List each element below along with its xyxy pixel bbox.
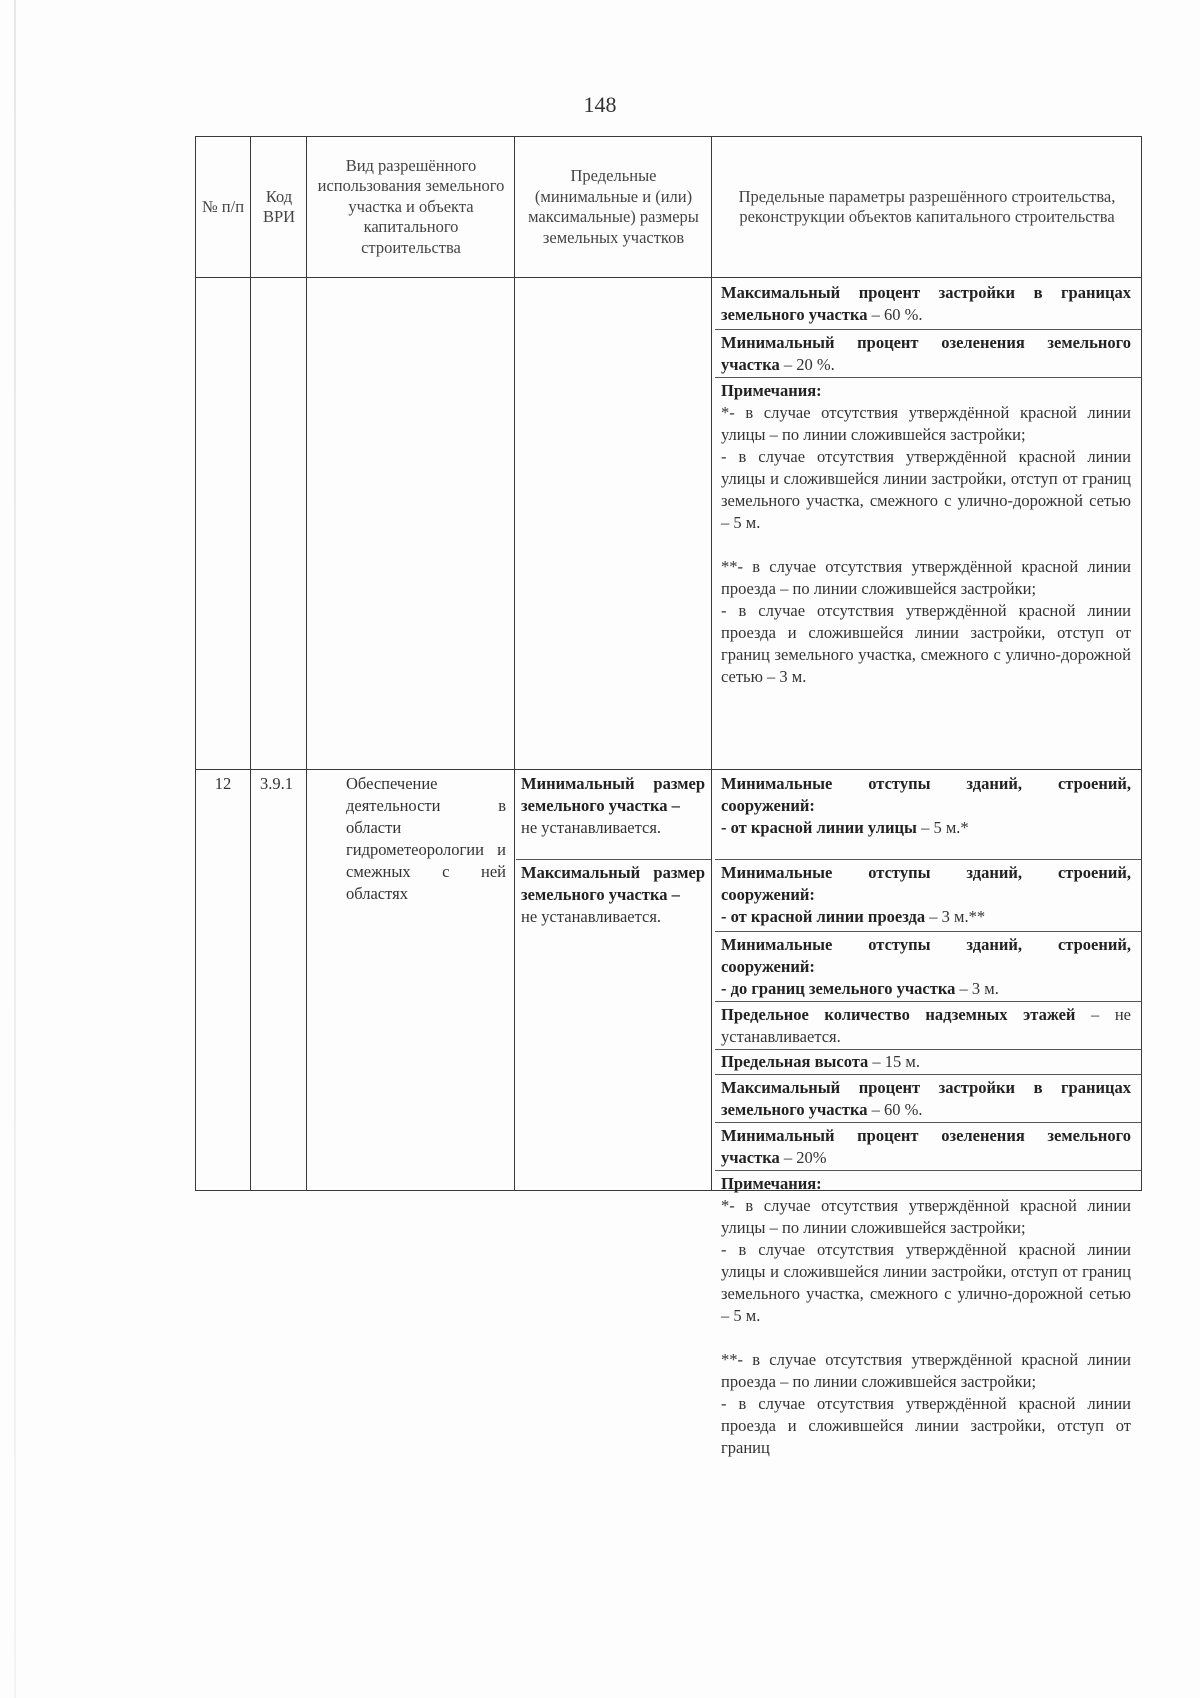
col-divider-1 (250, 137, 251, 1190)
row12-max-size: Максимальный размер земельного участка – не устанавливается. (521, 863, 705, 926)
cont-min-greening: Минимальный процент озеленения земельного участка – 20 %. (721, 333, 1131, 374)
header-number: № п/п (201, 196, 245, 216)
col-divider-4 (711, 137, 712, 1190)
page-number: 148 (583, 92, 617, 117)
regulations-table (195, 136, 1142, 1457)
row12-max-building: Максимальный процент застройки в границах земельного участка – 60 %. (721, 1078, 1131, 1119)
header-code: Код ВРИ (262, 186, 296, 226)
cont-notes: Примечания: *- в случае отсутствия утверждённой красной линии улицы – по линии сложившейся застройки; - в случае отсутствия утверждённой красной линии улицы и сложившейся линии застройки, отступ от границ земельного участка, смежного с улично-дорожной сетью – 5 м. **- в случае отсутствия утверждённой красной линии проезда – по линии сложившейся застройки; - в случае отсутствия утверждённой красной линии проезда и сложившейся линии застройки, отступ от границ земельного участка, смежного с улично-дорожной сетью – 3 м. (721, 381, 1131, 686)
row-divider-12 (196, 769, 1141, 770)
row12-code: 3.9.1 (260, 774, 293, 793)
col-divider-2 (306, 137, 307, 1190)
row12-use-type: Обеспечение деятельности в области гидрометеорологии и смежных с ней областях (346, 774, 506, 903)
row12-min-size: Минимальный размер земельного участка – не устанавливается. (521, 774, 705, 837)
row12-notes: Примечания: *- в случае отсутствия утверждённой красной линии улицы – по линии сложившейся застройки; - в случае отсутствия утверждённой красной линии улицы и сложившейся линии застройки, отступ от границ земельного участка, смежного с улично-дорожной сетью – 5 м. **- в случае отсутствия утверждённой красной линии проезда – по линии сложившейся застройки; - в случае отсутствия утверждённой красной линии проезда и сложившейся линии застройки, отступ от границ (721, 1174, 1131, 1457)
header-use-type: Вид разрешённого использования земельного участка и объекта капитального строительства (317, 155, 505, 257)
col-divider-3 (514, 137, 515, 1190)
cont-max-building: Максимальный процент застройки в границах земельного участка – 60 %. (721, 283, 1131, 324)
header-plot-size: Предельные (минимальные и (или) максимальные) размеры земельных участков (528, 166, 699, 247)
row12-floors: Предельное количество надземных этажей – не устанавливается. (721, 1005, 1131, 1046)
row12-setback-drive: Минимальные отступы зданий, строений, сооружений: - от красной линии проезда – 3 м.** (721, 863, 1131, 926)
row12-min-greening: Минимальный процент озеленения земельного участка – 20% (721, 1126, 1131, 1167)
header-parameters: Предельные параметры разрешённого строительства, реконструкции объектов капитального строительства (738, 186, 1116, 226)
row12-setback-border: Минимальные отступы зданий, строений, сооружений: - до границ земельного участка – 3 м. (721, 935, 1131, 998)
row12-height: Предельная высота – 15 м. (721, 1052, 920, 1071)
scan-edge (14, 0, 16, 1698)
row12-setback-street: Минимальные отступы зданий, строений, сооружений: - от красной линии улицы – 5 м.* (721, 774, 1131, 837)
header-divider (196, 277, 1141, 278)
row12-number: 12 (214, 774, 232, 793)
